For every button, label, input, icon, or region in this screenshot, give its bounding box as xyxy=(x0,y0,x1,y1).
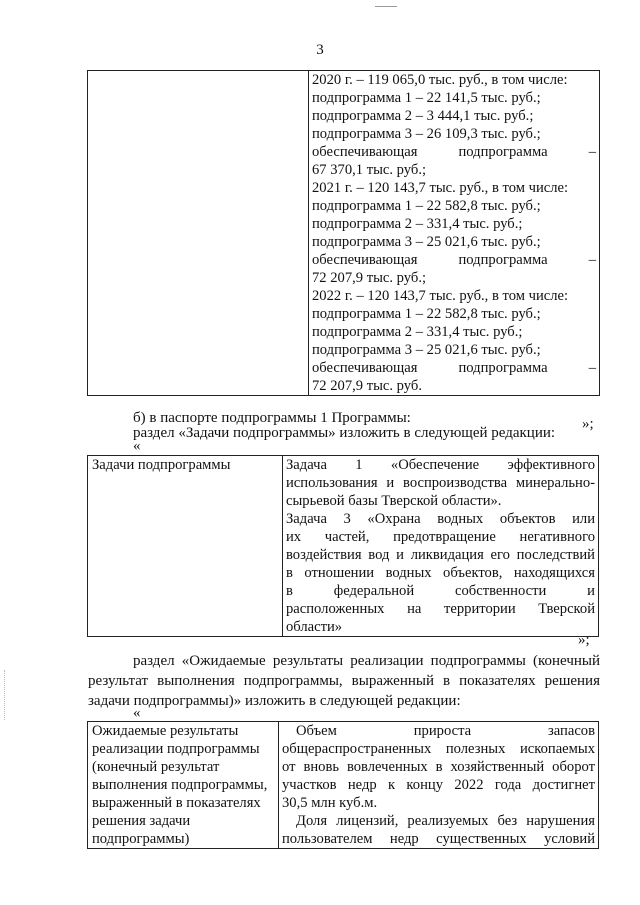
funding-line: подпрограмма 3 – 25 021,6 тыс. руб.; xyxy=(312,234,541,250)
results-intro-line: раздел «Ожидаемые результаты реализации подпрограммы (конечный xyxy=(133,653,600,669)
close-quote-2: »; xyxy=(578,632,590,648)
tasks-line: в федеральной собственности и xyxy=(286,583,595,599)
funding-line: подпрограмма 2 – 331,4 тыс. руб.; xyxy=(312,216,523,232)
funding-line: подпрограмма 1 – 22 582,8 тыс. руб.; xyxy=(312,306,541,322)
tasks-line: в отношении водных объектов, находящихся xyxy=(286,565,595,581)
open-quote-1: « xyxy=(133,438,141,454)
funding-line: 2021 г. – 120 143,7 тыс. руб., в том числе: xyxy=(312,180,569,196)
results-label-line: решения задачи xyxy=(92,813,191,829)
results-table xyxy=(87,721,599,849)
tasks-line: воздействия вод и ликвидация его последствий xyxy=(286,547,595,563)
tasks-line: Задача 3 «Охрана водных объектов или xyxy=(286,511,595,527)
funding-line: 67 370,1 тыс. руб.; xyxy=(312,162,427,178)
tasks-label-cell xyxy=(88,456,283,637)
margin-marks xyxy=(4,670,7,720)
funding-table-content-cell xyxy=(309,71,600,396)
funding-line: обеспечивающая подпрограмма – xyxy=(312,360,596,376)
top-dash xyxy=(375,6,397,7)
funding-line: подпрограмма 1 – 22 141,5 тыс. руб.; xyxy=(312,90,541,106)
results-label-line: подпрограммы) xyxy=(92,831,190,847)
funding-table-empty-cell xyxy=(88,71,309,396)
funding-line: подпрограмма 2 – 331,4 тыс. руб.; xyxy=(312,324,523,340)
paragraph-section-results xyxy=(88,651,600,711)
results-line: участков недр к концу 2022 года достигнет xyxy=(282,777,595,793)
funding-line: подпрограмма 2 – 3 444,1 тыс. руб.; xyxy=(312,108,534,124)
results-line: 30,5 млн куб.м. xyxy=(282,795,378,811)
paragraph-b: б) в паспорте подпрограммы 1 Программы: xyxy=(133,410,411,426)
tasks-table xyxy=(87,455,599,637)
funding-line: 2022 г. – 120 143,7 тыс. руб., в том числе: xyxy=(312,288,569,304)
close-quote-1: »; xyxy=(582,416,594,432)
results-intro-line: результат выполнения подпрограммы, выраженный в показателях решения xyxy=(88,673,600,689)
tasks-line: их частей, предотвращение негативного xyxy=(286,529,595,545)
results-label-line: Ожидаемые результаты xyxy=(92,723,239,739)
results-line: пользователем недр существенных условий xyxy=(282,831,595,847)
tasks-line: Задача 1 «Обеспечение эффективного xyxy=(286,457,595,473)
results-line: Доля лицензий, реализуемых без нарушения xyxy=(296,813,595,829)
funding-line: 72 207,9 тыс. руб. xyxy=(312,378,422,394)
tasks-line: использования и воспроизводства минерально- xyxy=(286,475,595,491)
results-label-line: реализации подпрограммы xyxy=(92,741,260,757)
results-line: от вновь вовлеченных в хозяйственный оборот xyxy=(282,759,595,775)
tasks-line: сырьевой базы Тверской области». xyxy=(286,493,502,509)
results-label-line: выполнения подпрограммы, xyxy=(92,777,268,793)
funding-line: 72 207,9 тыс. руб.; xyxy=(312,270,427,286)
funding-line: обеспечивающая подпрограмма – xyxy=(312,144,596,160)
funding-line: подпрограмма 3 – 26 109,3 тыс. руб.; xyxy=(312,126,541,142)
results-line: Объем прироста запасов xyxy=(296,723,595,739)
funding-line: обеспечивающая подпрограмма – xyxy=(312,252,596,268)
tasks-line: расположенных на территории Тверской xyxy=(286,601,595,617)
results-intro-line: задачи подпрограммы)» изложить в следующей редакции: xyxy=(88,693,461,709)
funding-line: 2020 г. – 119 065,0 тыс. руб., в том числе: xyxy=(312,72,568,88)
results-label-line: (конечный результат xyxy=(92,759,220,775)
results-label-line: выраженный в показателях xyxy=(92,795,261,811)
tasks-label: Задачи подпрограммы xyxy=(92,457,231,473)
funding-line: подпрограмма 3 – 25 021,6 тыс. руб.; xyxy=(312,342,541,358)
results-label-cell xyxy=(88,722,279,849)
funding-table xyxy=(87,70,600,396)
paragraph-section-tasks: раздел «Задачи подпрограммы» изложить в следующей редакции: xyxy=(133,425,556,441)
results-line: общераспространенных полезных ископаемых xyxy=(282,741,595,757)
tasks-content-cell xyxy=(283,456,599,637)
funding-line: подпрограмма 1 – 22 582,8 тыс. руб.; xyxy=(312,198,541,214)
page-number: 3 xyxy=(316,42,324,58)
open-quote-2: « xyxy=(133,705,141,721)
results-content-cell xyxy=(279,722,599,849)
tasks-line: области» xyxy=(286,619,343,635)
